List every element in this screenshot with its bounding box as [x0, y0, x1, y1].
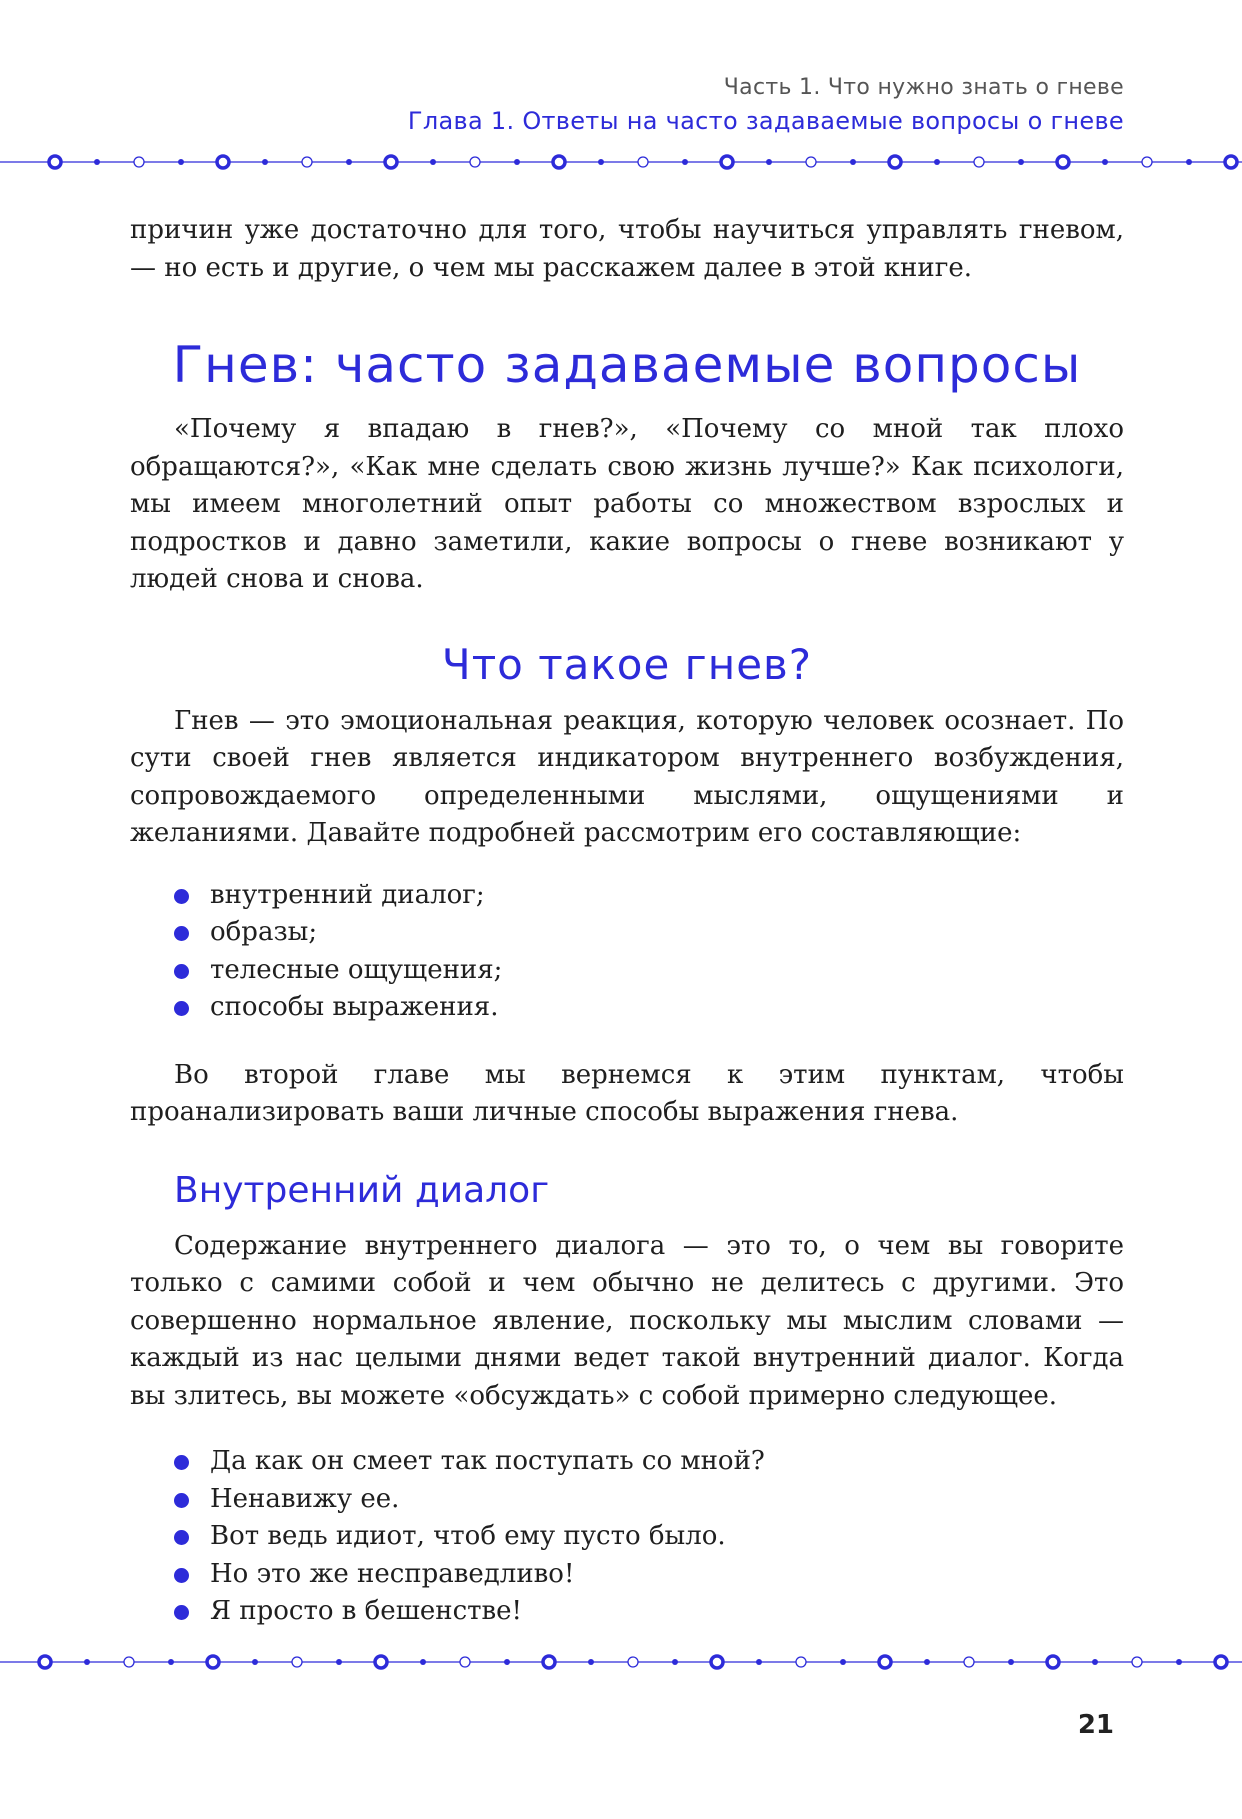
ornament-bead — [217, 156, 229, 168]
ornament-bead — [504, 1659, 510, 1665]
ornament-bead — [553, 156, 565, 168]
ornament-bead — [375, 1656, 387, 1668]
bullet-icon — [174, 1493, 189, 1508]
ornament-bead — [1018, 159, 1024, 165]
ornament-bead — [84, 1659, 90, 1665]
ornament-bead — [302, 157, 312, 167]
ornament-bead — [292, 1657, 302, 1667]
ornament-bead — [1225, 156, 1237, 168]
ornament-bead — [879, 1656, 891, 1668]
ornament-bead — [39, 1656, 51, 1668]
running-head-chapter: Глава 1. Ответы на часто задаваемые вопросы о гневе — [407, 107, 1124, 135]
ornament-bead — [964, 1657, 974, 1667]
ornament-bead — [672, 1659, 678, 1665]
list-item: Но это же несправедливо! — [174, 1556, 1124, 1594]
dialog-paragraph: Содержание внутреннего диалога — это то, о чем вы говорите только с самими собой и чем обычно не делитесь с другими. Это совершенно нормальное явление, поскольку мы мыслим словами — каждый из нас целыми днями ведет такой внутренний диалог. Когда вы злитесь, вы можете «обсуждать» с собой примерно следующее. — [130, 1230, 1124, 1411]
page-content — [130, 212, 1124, 1631]
components-list — [130, 877, 1124, 1027]
section-title-dialog: Внутренний диалог — [174, 1169, 550, 1211]
list-item: способы выражения. — [174, 989, 1124, 1027]
bullet-icon — [174, 926, 189, 941]
bullet-icon — [174, 1001, 189, 1016]
ornament-bead — [756, 1659, 762, 1665]
ornament-bead — [1047, 1656, 1059, 1668]
dialog-examples-list — [130, 1443, 1124, 1631]
ornament-bead — [806, 157, 816, 167]
page-number: 21 — [1077, 1710, 1114, 1740]
what-paragraph: Гнев — это эмоциональная реакция, которую человек осознает. По сути своей гнев является индикатором внутреннего возбуждения, сопровождаемого определенными мыслями, ощущениями и желаниями. Давайте подробней рассмотрим его составляющие: — [130, 705, 1124, 848]
ornament-bead — [134, 157, 144, 167]
ornament-bead — [543, 1656, 555, 1668]
ornament-bead — [840, 1659, 846, 1665]
ornament-bead — [588, 1659, 594, 1665]
list-item: Ненавижу ее. — [174, 1481, 1124, 1519]
what-after-paragraph: Во второй главе мы вернемся к этим пунктам, чтобы проанализировать ваши личные способы выражения гнева. — [130, 1059, 1124, 1127]
ornament-bead — [336, 1659, 342, 1665]
bullet-icon — [174, 1568, 189, 1583]
ornament-bead — [766, 159, 772, 165]
ornament-bead — [1186, 159, 1192, 165]
top-ornament-line — [0, 150, 1242, 174]
ornament-bead — [934, 159, 940, 165]
ornament-bead — [682, 159, 688, 165]
ornament-bead — [1132, 1657, 1142, 1667]
ornament-bead — [262, 159, 268, 165]
list-item: телесные ощущения; — [174, 952, 1124, 990]
ornament-bead — [1142, 157, 1152, 167]
bullet-icon — [174, 964, 189, 979]
ornament-bead — [252, 1659, 258, 1665]
intro-paragraph: причин уже достаточно для того, чтобы научиться управлять гневом, — но есть и другие, о чем мы расскажем далее в этой книге. — [130, 215, 1124, 283]
list-item: образы; — [174, 914, 1124, 952]
list-item: Да как он смеет так поступать со мной? — [174, 1443, 1124, 1481]
ornament-bead — [207, 1656, 219, 1668]
ornament-bead — [460, 1657, 470, 1667]
bullet-icon — [174, 1530, 189, 1545]
list-item: внутренний диалог; — [174, 877, 1124, 915]
ornament-bead — [178, 159, 184, 165]
ornament-bead — [1215, 1656, 1227, 1668]
ornament-bead — [721, 156, 733, 168]
ornament-bead — [850, 159, 856, 165]
ornament-bead — [598, 159, 604, 165]
ornament-bead — [1102, 159, 1108, 165]
ornament-bead — [711, 1656, 723, 1668]
ornament-bead — [638, 157, 648, 167]
running-head-part: Часть 1. Что нужно знать о гневе — [723, 75, 1124, 100]
bullet-icon — [174, 889, 189, 904]
ornament-bead — [420, 1659, 426, 1665]
ornament-bead — [168, 1659, 174, 1665]
ornament-bead — [430, 159, 436, 165]
list-item: Вот ведь идиот, чтоб ему пусто было. — [174, 1518, 1124, 1556]
ornament-bead — [470, 157, 480, 167]
ornament-bead — [385, 156, 397, 168]
ornament-bead — [628, 1657, 638, 1667]
ornament-bead — [796, 1657, 806, 1667]
ornament-bead — [514, 159, 520, 165]
bullet-icon — [174, 1455, 189, 1470]
ornament-bead — [1092, 1659, 1098, 1665]
faq-paragraph: «Почему я впадаю в гнев?», «Почему со мной так плохо обращаются?», «Как мне сделать свою жизнь лучше?» Как психологи, мы имеем многолетний опыт работы со множеством взрослых и подростков и давно заметили, какие вопросы о гневе возникают у людей снова и снова. — [130, 414, 1124, 594]
ornament-bead — [924, 1659, 930, 1665]
ornament-bead — [346, 159, 352, 165]
bottom-ornament-line — [0, 1650, 1242, 1674]
ornament-bead — [1057, 156, 1069, 168]
ornament-bead — [889, 156, 901, 168]
ornament-bead — [974, 157, 984, 167]
running-head — [408, 72, 1124, 138]
bullet-icon — [174, 1605, 189, 1620]
ornament-bead — [1008, 1659, 1014, 1665]
ornament-bead — [49, 156, 61, 168]
ornament-bead — [1176, 1659, 1182, 1665]
ornament-bead — [124, 1657, 134, 1667]
section-title-faq: Гнев: часто задаваемые вопросы — [172, 336, 1082, 394]
ornament-bead — [94, 159, 100, 165]
section-title-what: Что такое гнев? — [441, 639, 813, 689]
list-item: Я просто в бешенстве! — [174, 1593, 1124, 1631]
